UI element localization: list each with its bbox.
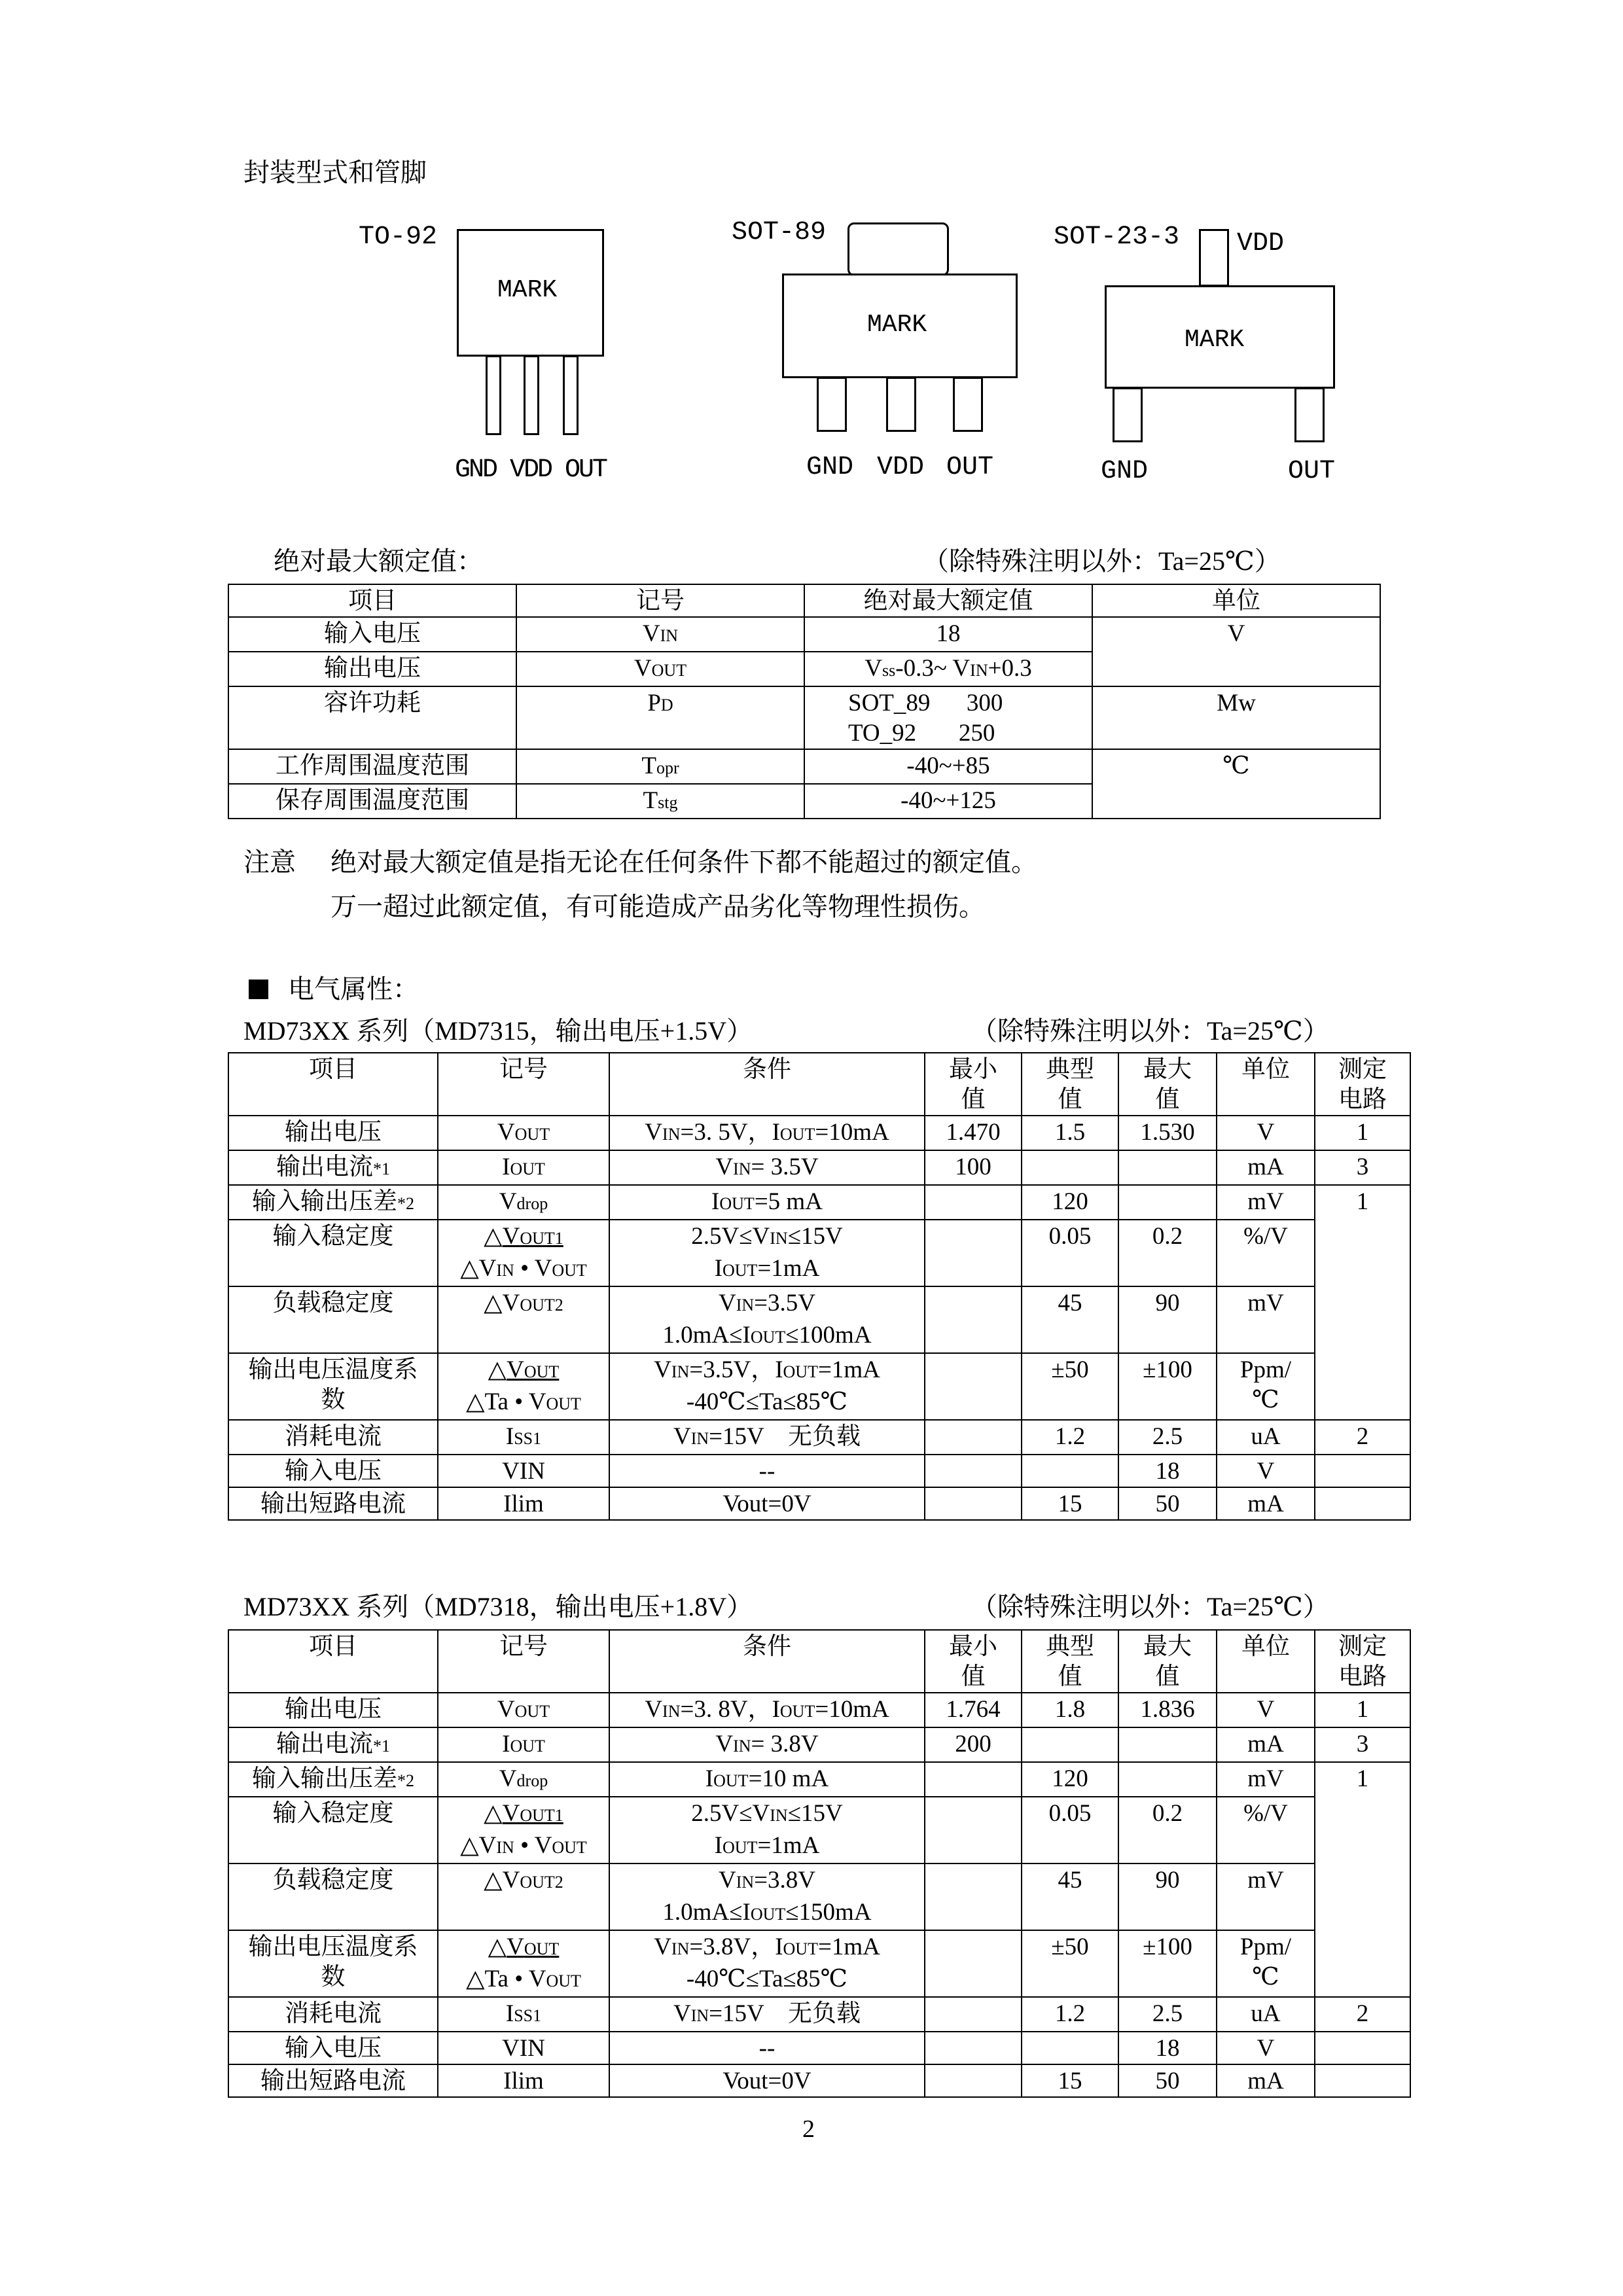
to92-pin-gnd (486, 355, 501, 435)
max-cell (1118, 1185, 1217, 1220)
sot89-pin-vdd (886, 377, 916, 432)
min-cell: 1.764 (925, 1693, 1022, 1727)
min-cell (925, 1286, 1022, 1353)
note-line-2: 万一超过此额定值，有可能造成产品劣化等物理性损伤。 (330, 892, 985, 921)
min-cell (925, 1220, 1022, 1286)
circuit-cell: 2 (1315, 1997, 1410, 2032)
to92-pin-out (563, 355, 579, 435)
sot23-pin-out (1294, 387, 1325, 442)
symbol-cell: Topr (516, 749, 804, 784)
to92-mark: MARK (497, 276, 558, 304)
symbol-cell: VIN (438, 1455, 609, 1487)
symbol-cell: PD (516, 686, 804, 749)
unit-cell: mA (1217, 1487, 1315, 1520)
max-cell: 2.5 (1118, 1420, 1217, 1455)
symbol-cell: VOUT (516, 652, 804, 686)
unit-cell: Mw (1092, 686, 1380, 749)
header-min: 最小 值 (925, 1053, 1022, 1116)
condition-cell: VIN=3.8V 1.0mA≤IOUT≤150mA (609, 1863, 925, 1930)
sot89-tab (847, 222, 949, 276)
condition-cell: VIN= 3.5V (609, 1150, 925, 1185)
unit-cell: mV (1217, 1185, 1315, 1220)
unit-cell: V (1217, 1693, 1315, 1727)
item-cell: 输入电压 (228, 2032, 438, 2064)
item-cell: 容许功耗 (228, 686, 516, 749)
condition-cell: -- (609, 2032, 925, 2064)
condition-cell: VIN= 3.8V (609, 1727, 925, 1762)
typ-cell: 0.05 (1022, 1220, 1118, 1286)
item-cell: 消耗电流 (228, 1420, 438, 1455)
abs-max-condition: （除特殊注明以外：Ta=25℃） (923, 546, 1281, 576)
table-row (228, 1930, 1410, 1997)
table2-title: MD73XX 系列（MD7318，输出电压+1.8V） (243, 1592, 753, 1621)
min-cell (925, 1997, 1022, 2032)
item-cell: 负载稳定度 (228, 1286, 438, 1353)
min-cell (925, 2064, 1022, 2097)
min-cell (925, 1930, 1022, 1997)
table-row (228, 1150, 1410, 1185)
header-typ: 典型 值 (1022, 1630, 1118, 1693)
max-cell (1118, 1150, 1217, 1185)
table-row (228, 584, 1380, 617)
min-cell (925, 1797, 1022, 1863)
header-min: 最小 值 (925, 1630, 1022, 1693)
symbol-cell: IOUT (438, 1727, 609, 1762)
typ-cell: 15 (1022, 2064, 1118, 2097)
unit-cell: uA (1217, 1420, 1315, 1455)
table-row (228, 1053, 1410, 1116)
max-cell: 90 (1118, 1863, 1217, 1930)
item-cell: 工作周围温度范围 (228, 749, 516, 784)
abs-max-table (228, 584, 1381, 819)
table-row (228, 1630, 1410, 1693)
symbol-cell: △VOUT2 (438, 1286, 609, 1353)
symbol-cell: △VOUT △Ta • VOUT (438, 1930, 609, 1997)
table-row (228, 2064, 1410, 2097)
symbol-cell: Vdrop (438, 1185, 609, 1220)
header-circuit: 测定 电路 (1315, 1630, 1410, 1693)
max-cell: 0.2 (1118, 1797, 1217, 1863)
circuit-cell: 3 (1315, 1150, 1410, 1185)
item-cell: 输出电压 (228, 1116, 438, 1150)
unit-cell: Ppm/ ℃ (1217, 1930, 1315, 1997)
symbol-cell: VIN (516, 617, 804, 652)
circuit-cell (1315, 2064, 1410, 2097)
item-cell: 输出短路电流 (228, 1487, 438, 1520)
max-cell: 2.5 (1118, 1997, 1217, 2032)
unit-cell: mV (1217, 1863, 1315, 1930)
circuit-cell: 1 (1315, 1693, 1410, 1727)
header-rating: 绝对最大额定值 (804, 584, 1092, 617)
min-cell (925, 1762, 1022, 1797)
condition-cell: IOUT=10 mA (609, 1762, 925, 1797)
item-cell: 输出电流*1 (228, 1727, 438, 1762)
header-condition: 条件 (609, 1630, 925, 1693)
header-symbol: 记号 (438, 1053, 609, 1116)
table-row (228, 1797, 1410, 1863)
min-cell: 200 (925, 1727, 1022, 1762)
sot23-pin-vdd (1199, 229, 1229, 287)
unit-cell: %/V (1217, 1220, 1315, 1286)
sot23-pin-gnd (1113, 387, 1143, 442)
symbol-cell: VOUT (438, 1693, 609, 1727)
symbol-cell: Vdrop (438, 1762, 609, 1797)
circuit-cell: 1 (1315, 1185, 1410, 1420)
max-cell: 50 (1118, 1487, 1217, 1520)
sot89-pin-out (953, 377, 983, 432)
condition-cell: Vout=0V (609, 1487, 925, 1520)
max-cell: ±100 (1118, 1930, 1217, 1997)
sot89-mark: MARK (867, 311, 927, 339)
sot23-pin-gnd-label: GND (1101, 457, 1149, 486)
max-cell: 18 (1118, 2032, 1217, 2064)
item-cell: 保存周围温度范围 (228, 784, 516, 819)
table-row (228, 686, 1380, 749)
header-unit: 单位 (1217, 1053, 1315, 1116)
max-cell: 1.530 (1118, 1116, 1217, 1150)
unit-cell: ℃ (1092, 749, 1380, 819)
header-symbol: 记号 (438, 1630, 609, 1693)
condition-cell: Vout=0V (609, 2064, 925, 2097)
header-circuit: 测定 电路 (1315, 1053, 1410, 1116)
unit-cell: mA (1217, 1727, 1315, 1762)
typ-cell: ±50 (1022, 1353, 1118, 1420)
item-cell: 消耗电流 (228, 1997, 438, 2032)
header-max: 最大 值 (1118, 1630, 1217, 1693)
condition-cell: 2.5V≤VIN≤15V IOUT=1mA (609, 1797, 925, 1863)
sot89-pin-gnd (817, 377, 847, 432)
max-cell: 90 (1118, 1286, 1217, 1353)
typ-cell: 120 (1022, 1185, 1118, 1220)
note-line-1: 绝对最大额定值是指无论在任何条件下都不能超过的额定值。 (330, 847, 1037, 877)
min-cell (925, 1863, 1022, 1930)
unit-cell: V (1217, 1455, 1315, 1487)
condition-cell: IOUT=5 mA (609, 1185, 925, 1220)
item-cell: 输入稳定度 (228, 1797, 438, 1863)
item-cell: 输出电流*1 (228, 1150, 438, 1185)
table-row (228, 1353, 1410, 1420)
unit-cell: uA (1217, 1997, 1315, 2032)
max-cell: 18 (1118, 1455, 1217, 1487)
table-row (228, 617, 1380, 652)
page-number: 2 (802, 2115, 815, 2143)
typ-cell (1022, 1727, 1118, 1762)
circuit-cell (1315, 2032, 1410, 2064)
item-cell: 输入稳定度 (228, 1220, 438, 1286)
sot89-pin-vdd-label: VDD (877, 453, 925, 482)
condition-cell: -- (609, 1455, 925, 1487)
sot89-pin-out-label: OUT (946, 453, 994, 482)
table-row (228, 1487, 1410, 1520)
symbol-cell: VOUT (438, 1116, 609, 1150)
sot23-label: SOT-23-3 (1054, 222, 1180, 252)
table-row (228, 1286, 1410, 1353)
unit-cell: %/V (1217, 1797, 1315, 1863)
item-cell: 输出电压 (228, 1693, 438, 1727)
typ-cell: 120 (1022, 1762, 1118, 1797)
typ-cell: 1.2 (1022, 1420, 1118, 1455)
circuit-cell: 3 (1315, 1727, 1410, 1762)
unit-cell: mA (1217, 1150, 1315, 1185)
header-max: 最大 值 (1118, 1053, 1217, 1116)
typ-cell: 45 (1022, 1286, 1118, 1353)
value-cell: Vss-0.3~ VIN+0.3 (804, 652, 1092, 686)
item-cell: 输出短路电流 (228, 2064, 438, 2097)
typ-cell: ±50 (1022, 1930, 1118, 1997)
to92-pin-labels: GND VDD OUT (455, 455, 607, 485)
header-unit: 单位 (1092, 584, 1380, 617)
table-row (228, 1863, 1410, 1930)
electrical-table-2 (228, 1629, 1411, 2098)
table1-title: MD73XX 系列（MD7315，输出电压+1.5V） (243, 1016, 753, 1046)
min-cell (925, 2032, 1022, 2064)
table-row (228, 1116, 1410, 1150)
typ-cell (1022, 2032, 1118, 2064)
electrical-table-1 (228, 1052, 1411, 1521)
header-typ: 典型 值 (1022, 1053, 1118, 1116)
condition-cell: VIN=3.8V，IOUT=1mA -40℃≤Ta≤85℃ (609, 1930, 925, 1997)
table-row (228, 1455, 1410, 1487)
condition-cell: 2.5V≤VIN≤15V IOUT=1mA (609, 1220, 925, 1286)
value-cell: SOT_89 300 TO_92 250 (804, 686, 1092, 749)
to92-label: TO-92 (359, 222, 438, 252)
min-cell (925, 1420, 1022, 1455)
unit-cell: Ppm/ ℃ (1217, 1353, 1315, 1420)
symbol-cell: IOUT (438, 1150, 609, 1185)
symbol-cell: △VOUT2 (438, 1863, 609, 1930)
table-row (228, 1220, 1410, 1286)
electrical-title: 电气属性： (249, 974, 419, 1005)
typ-cell: 0.05 (1022, 1797, 1118, 1863)
item-cell: 负载稳定度 (228, 1863, 438, 1930)
sot23-pin-vdd-label: VDD (1237, 229, 1285, 258)
symbol-cell: Tstg (516, 784, 804, 819)
circuit-cell: 1 (1315, 1762, 1410, 1997)
max-cell: 50 (1118, 2064, 1217, 2097)
condition-cell: VIN=3. 5V，IOUT=10mA (609, 1116, 925, 1150)
item-cell: 输入输出压差*2 (228, 1185, 438, 1220)
min-cell: 100 (925, 1150, 1022, 1185)
symbol-cell: VIN (438, 2032, 609, 2064)
typ-cell (1022, 1455, 1118, 1487)
sot89-label: SOT-89 (732, 218, 827, 247)
table-row (228, 1185, 1410, 1220)
table-row (228, 1762, 1410, 1797)
unit-cell: mV (1217, 1762, 1315, 1797)
unit-cell: V (1092, 617, 1380, 686)
max-cell (1118, 1727, 1217, 1762)
symbol-cell: ISS1 (438, 1997, 609, 2032)
condition-cell: VIN=3.5V，IOUT=1mA -40℃≤Ta≤85℃ (609, 1353, 925, 1420)
table-row (228, 1693, 1410, 1727)
condition-cell: VIN=3. 8V，IOUT=10mA (609, 1693, 925, 1727)
circuit-cell: 2 (1315, 1420, 1410, 1455)
typ-cell: 1.2 (1022, 1997, 1118, 2032)
symbol-cell: △VOUT1 △VIN • VOUT (438, 1220, 609, 1286)
sot23-mark: MARK (1185, 326, 1245, 354)
header-condition: 条件 (609, 1053, 925, 1116)
min-cell (925, 1455, 1022, 1487)
typ-cell (1022, 1150, 1118, 1185)
typ-cell: 1.8 (1022, 1693, 1118, 1727)
table-row (228, 1420, 1410, 1455)
sot23-pin-out-label: OUT (1288, 457, 1336, 486)
unit-cell: V (1217, 1116, 1315, 1150)
unit-cell: mV (1217, 1286, 1315, 1353)
sot89-pin-gnd-label: GND (806, 453, 854, 482)
max-cell: ±100 (1118, 1353, 1217, 1420)
item-cell: 输出电压 (228, 652, 516, 686)
min-cell: 1.470 (925, 1116, 1022, 1150)
max-cell: 0.2 (1118, 1220, 1217, 1286)
item-cell: 输入电压 (228, 617, 516, 652)
max-cell: 1.836 (1118, 1693, 1217, 1727)
condition-cell: VIN=15V 无负载 (609, 1420, 925, 1455)
bullet-icon (249, 980, 268, 999)
circuit-cell: 1 (1315, 1116, 1410, 1150)
table1-condition: （除特殊注明以外：Ta=25℃） (971, 1016, 1329, 1046)
table-row (228, 1997, 1410, 2032)
value-cell: -40~+125 (804, 784, 1092, 819)
max-cell (1118, 1762, 1217, 1797)
value-cell: 18 (804, 617, 1092, 652)
symbol-cell: ISS1 (438, 1420, 609, 1455)
header-symbol: 记号 (516, 584, 804, 617)
value-cell: -40~+85 (804, 749, 1092, 784)
condition-cell: VIN=3.5V 1.0mA≤IOUT≤100mA (609, 1286, 925, 1353)
unit-cell: V (1217, 2032, 1315, 2064)
header-item: 项目 (228, 1053, 438, 1116)
item-cell: 输出电压温度系 数 (228, 1930, 438, 1997)
min-cell (925, 1353, 1022, 1420)
symbol-cell: Ilim (438, 1487, 609, 1520)
table-row (228, 1727, 1410, 1762)
header-item: 项目 (228, 1630, 438, 1693)
min-cell (925, 1487, 1022, 1520)
typ-cell: 15 (1022, 1487, 1118, 1520)
symbol-cell: △VOUT △Ta • VOUT (438, 1353, 609, 1420)
item-cell: 输出电压温度系 数 (228, 1353, 438, 1420)
circuit-cell (1315, 1487, 1410, 1520)
typ-cell: 1.5 (1022, 1116, 1118, 1150)
to92-pin-vdd (524, 355, 539, 435)
header-item: 项目 (228, 584, 516, 617)
table-row (228, 2032, 1410, 2064)
typ-cell: 45 (1022, 1863, 1118, 1930)
min-cell (925, 1185, 1022, 1220)
abs-max-title: 绝对最大额定值： (274, 546, 483, 576)
header-unit: 单位 (1217, 1630, 1315, 1693)
item-cell: 输入输出压差*2 (228, 1762, 438, 1797)
note-label: 注意 (243, 847, 296, 877)
condition-cell: VIN=15V 无负载 (609, 1997, 925, 2032)
circuit-cell (1315, 1455, 1410, 1487)
item-cell: 输入电压 (228, 1455, 438, 1487)
symbol-cell: Ilim (438, 2064, 609, 2097)
unit-cell: mA (1217, 2064, 1315, 2097)
package-section-title: 封装型式和管脚 (243, 158, 427, 187)
table2-condition: （除特殊注明以外：Ta=25℃） (971, 1592, 1329, 1621)
symbol-cell: △VOUT1 △VIN • VOUT (438, 1797, 609, 1863)
table-row (228, 749, 1380, 784)
